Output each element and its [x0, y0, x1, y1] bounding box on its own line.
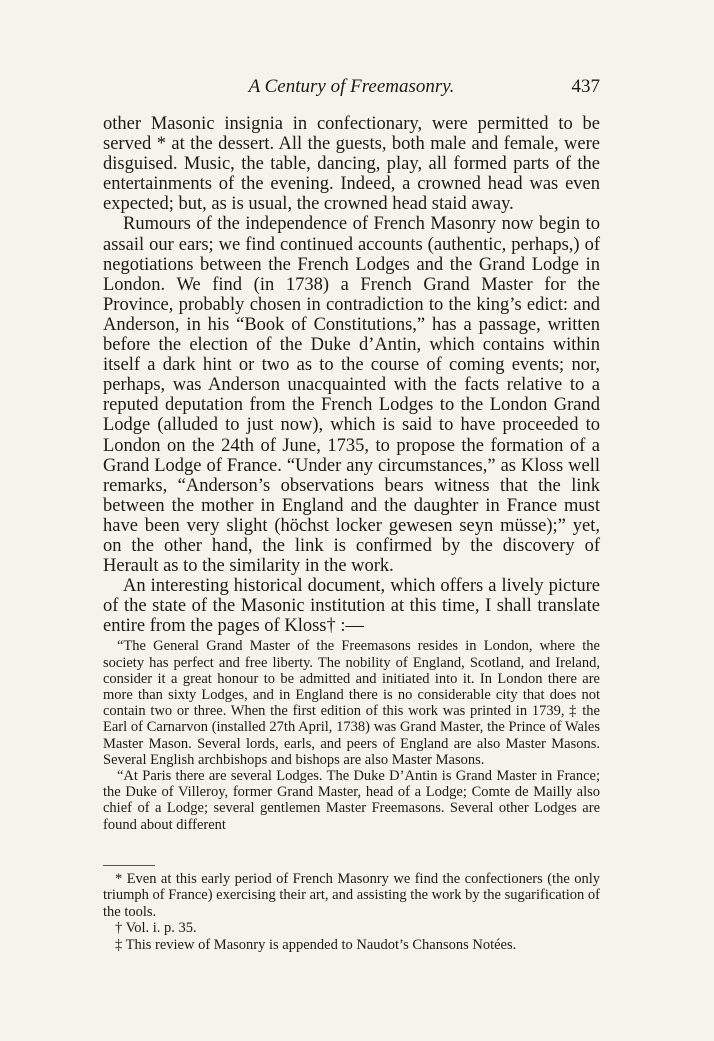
page-header: [103, 76, 600, 102]
footnote: † Vol. i. p. 35.: [115, 920, 197, 937]
paragraph: An interesting historical document, which offers a lively picture of the state of the Masonic institution at this time, I shall translate entire from the pages of Kloss† :—: [103, 576, 600, 637]
running-title: A Century of Freemasonry.: [248, 76, 455, 97]
footnotes: [103, 871, 600, 953]
quoted-document: [103, 638, 600, 832]
footnote-divider: [103, 865, 155, 866]
page-number: 437: [571, 76, 600, 97]
quote-paragraph: “The General Grand Master of the Freemasons resides in London, where the society has perfect and free liberty. The nobility of England, Scotland, and Ireland, consider it a great honour to be admitted and initiated into it. In London there are more than sixty Lodges, and in England there is no considerable city that does not contain two or three. When the first edition of this work was printed in 1739, ‡ the Earl of Carnarvon (installed 27th April, 1738) was Grand Master, the Prince of Wales Master Mason. Several lords, earls, and peers of England are also Master Masons. Several English archbishops and bishops are also Master Masons.: [103, 638, 600, 768]
footnote: * Even at this early period of French Masonry we find the confectioners (the only triumph of France) exercising their art, and assisting the work by the sugarification of the tools.: [103, 871, 600, 920]
paragraph: other Masonic insignia in confectionary, were permitted to be served * at the dessert. All the guests, both male and female, were disguised. Music, the table, dancing, play, all formed parts of the entertainments of the evening. Indeed, a crowned head was even expected; but, as is usual, the crowned head staid away.: [103, 114, 600, 215]
quote-paragraph: “At Paris there are several Lodges. The Duke D’Antin is Grand Master in France; the Duke of Villeroy, former Grand Master, head of a Lodge; Comte de Mailly also chief of a Lodge; several gentlemen Master Freemasons. Several other Lodges are found about different: [103, 768, 600, 833]
main-text: [103, 114, 600, 833]
paragraph: Rumours of the independence of French Masonry now begin to assail our ears; we find continued accounts (authentic, perhaps,) of negotiations between the French Lodges and the Grand Lodge in London. We find (in 1738) a French Grand Master for the Province, probably chosen in contradiction to the king’s edict: and Anderson, in his “Book of Constitutions,” has a passage, written before the election of the Duke d’Antin, which contains within itself a dark hint or two as to the course of coming events; nor, perhaps, was Anderson unacquainted with the facts relative to a reputed deputation from the French Lodges to the London Grand Lodge (alluded to just now), which is said to have proceeded to London on the 24th of June, 1735, to propose the formation of a Grand Lodge of France. “Under any circumstances,” as Kloss well remarks, “Anderson’s observations bears witness that the link between the mother in England and the daughter in France must have been very slight (höchst locker gewesen seyn müsse);” yet, on the other hand, the link is confirmed by the discovery of Herault as to the similarity in the work.: [103, 214, 600, 577]
footnote: ‡ This review of Masonry is appended to Naudot’s Chansons Notées.: [115, 936, 517, 953]
body-text: [103, 114, 600, 636]
